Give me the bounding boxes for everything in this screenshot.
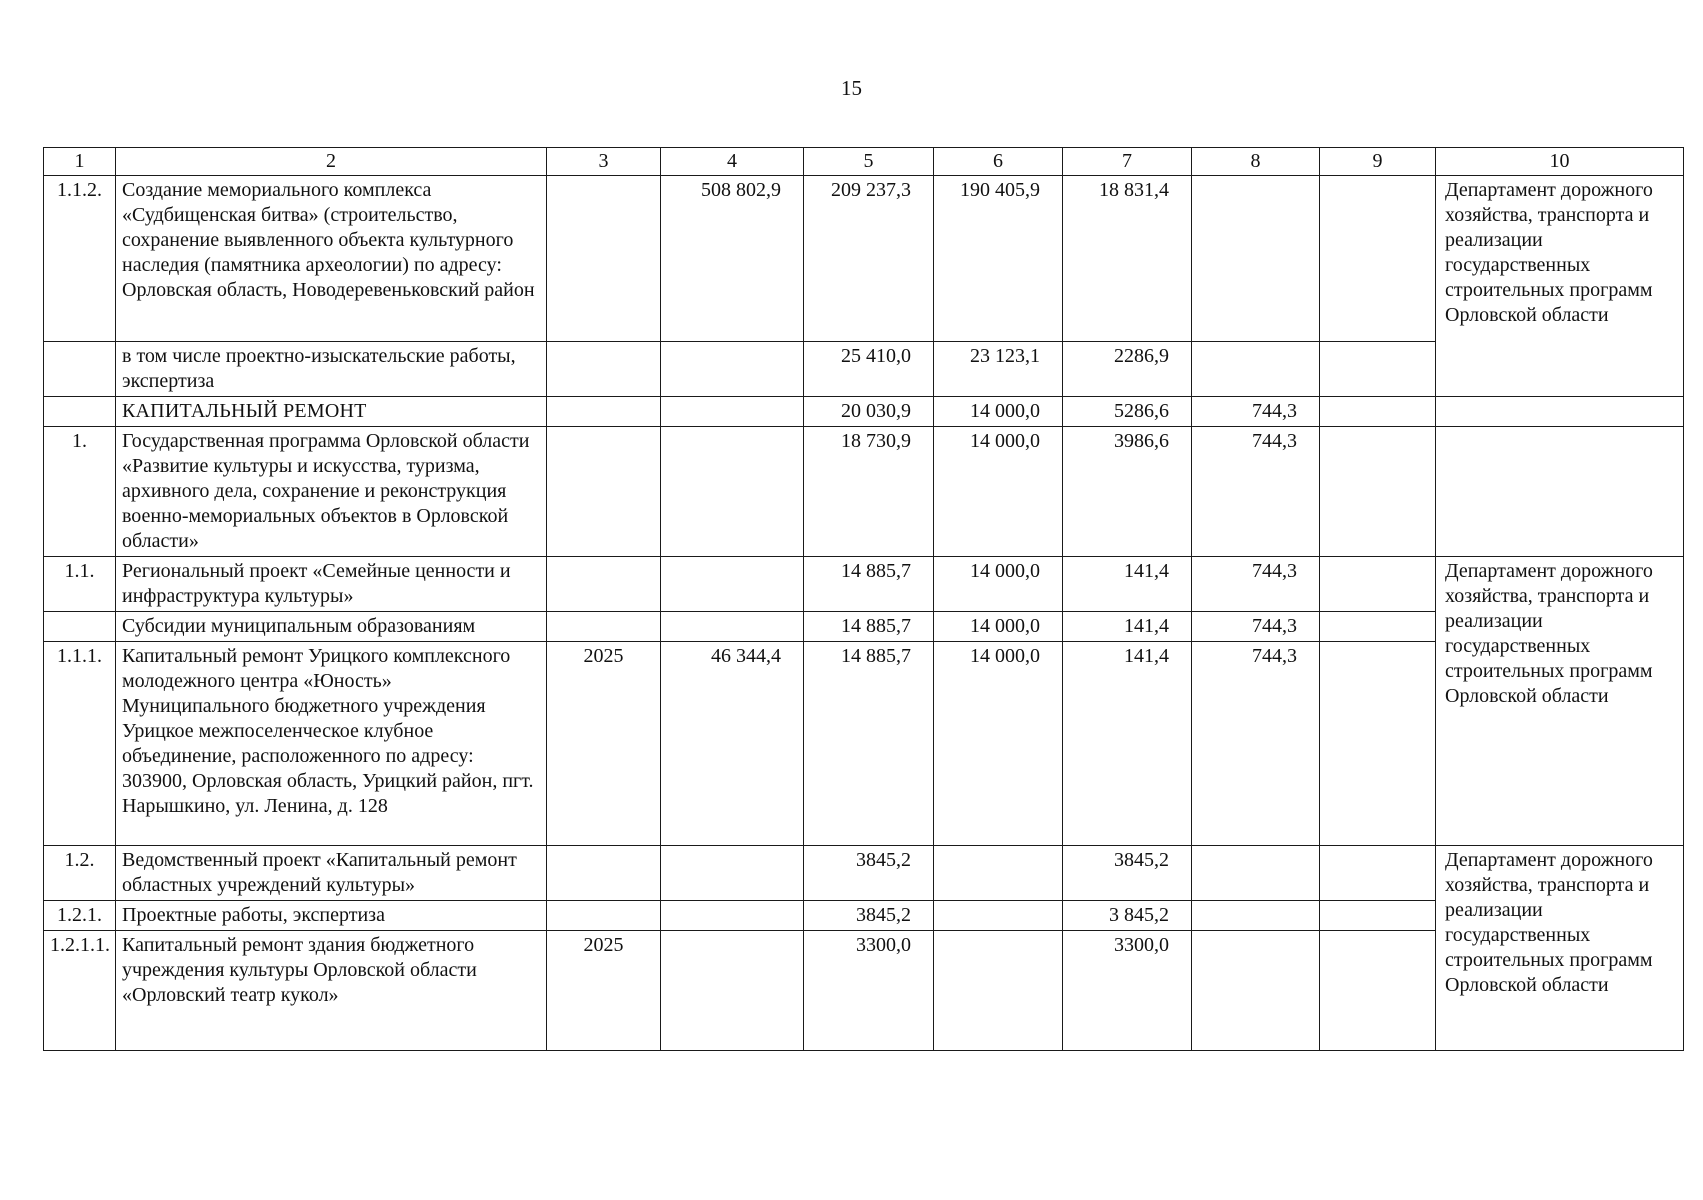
empty-cell bbox=[547, 612, 661, 642]
empty-cell bbox=[1320, 612, 1436, 642]
empty-cell bbox=[547, 397, 661, 427]
empty-cell bbox=[1320, 846, 1436, 901]
amount-regional: 141,4 bbox=[1063, 557, 1192, 612]
amount-total: 3845,2 bbox=[804, 901, 934, 931]
amount-regional: 141,4 bbox=[1063, 612, 1192, 642]
table-row bbox=[44, 846, 1684, 901]
amount-local: 744,3 bbox=[1192, 612, 1320, 642]
empty-cell bbox=[1436, 397, 1684, 427]
amount-regional: 141,4 bbox=[1063, 642, 1192, 846]
empty-cell bbox=[1320, 642, 1436, 846]
header-cell-1: 1 bbox=[44, 148, 116, 176]
amount-total: 3300,0 bbox=[804, 931, 934, 1051]
empty-cell bbox=[661, 342, 804, 397]
empty-cell bbox=[547, 342, 661, 397]
header-cell-9: 9 bbox=[1320, 148, 1436, 176]
cost-total: 508 802,9 bbox=[661, 176, 804, 342]
row-name: в том числе проектно-изыскательские работы, экспертиза bbox=[116, 342, 547, 397]
header-cell-5: 5 bbox=[804, 148, 934, 176]
empty-cell bbox=[1192, 342, 1320, 397]
amount-regional: 3986,6 bbox=[1063, 427, 1192, 557]
empty-cell bbox=[661, 846, 804, 901]
empty-cell bbox=[1436, 427, 1684, 557]
header-cell-6: 6 bbox=[934, 148, 1063, 176]
amount-regional: 18 831,4 bbox=[1063, 176, 1192, 342]
row-name: Капитальный ремонт здания бюджетного учреждения культуры Орловской области «Орловский театр кукол» bbox=[116, 931, 547, 1051]
amount-total: 3845,2 bbox=[804, 846, 934, 901]
empty-cell bbox=[661, 557, 804, 612]
empty-cell bbox=[44, 612, 116, 642]
empty-cell bbox=[661, 931, 804, 1051]
row-name: Проектные работы, экспертиза bbox=[116, 901, 547, 931]
empty-cell bbox=[1320, 342, 1436, 397]
row-name: Капитальный ремонт Урицкого комплексного молодежного центра «Юность» Муниципального бюджетного учреждения Урицкое межпоселенческое клубное объединение, расположенного по адресу: 303900, Орловская область, Урицкий район, пгт. Нарышкино, ул. Ленина, д. 128 bbox=[116, 642, 547, 846]
row-name: Создание мемориального комплекса «Судбищенская битва» (строительство, сохранение выявленного объекта культурного наследия (памятника археологии) по адресу: Орловская область, Новодеревеньковский район bbox=[116, 176, 547, 342]
budget-table bbox=[43, 147, 1684, 1051]
empty-cell bbox=[44, 342, 116, 397]
amount-regional: 3845,2 bbox=[1063, 846, 1192, 901]
page-number: 15 bbox=[841, 76, 862, 100]
header-cell-10: 10 bbox=[1436, 148, 1684, 176]
empty-cell bbox=[547, 427, 661, 557]
amount-total: 14 885,7 bbox=[804, 612, 934, 642]
amount-federal: 14 000,0 bbox=[934, 427, 1063, 557]
empty-cell bbox=[661, 612, 804, 642]
empty-cell bbox=[1320, 427, 1436, 557]
amount-federal: 14 000,0 bbox=[934, 397, 1063, 427]
row-number: 1.2.1. bbox=[44, 901, 116, 931]
header-row bbox=[44, 148, 1684, 176]
amount-federal: 14 000,0 bbox=[934, 642, 1063, 846]
amount-total: 209 237,3 bbox=[804, 176, 934, 342]
row-name: Государственная программа Орловской области «Развитие культуры и искусства, туризма, архивного дела, сохранение и реконструкция военно-мемориальных объектов в Орловской области» bbox=[116, 427, 547, 557]
empty-cell bbox=[1320, 176, 1436, 342]
section-row bbox=[44, 397, 1684, 427]
department-cell: Департамент дорожного хозяйства, транспорта и реализации государственных строительных программ Орловской области bbox=[1436, 176, 1684, 397]
amount-regional: 5286,6 bbox=[1063, 397, 1192, 427]
amount-total: 25 410,0 bbox=[804, 342, 934, 397]
row-number: 1.1.2. bbox=[44, 176, 116, 342]
amount-regional: 2286,9 bbox=[1063, 342, 1192, 397]
row-name: Субсидии муниципальным образованиям bbox=[116, 612, 547, 642]
empty-cell bbox=[1320, 397, 1436, 427]
empty-cell bbox=[1320, 557, 1436, 612]
empty-cell bbox=[547, 846, 661, 901]
header-cell-8: 8 bbox=[1192, 148, 1320, 176]
empty-cell bbox=[547, 176, 661, 342]
amount-total: 18 730,9 bbox=[804, 427, 934, 557]
row-number: 1.1.1. bbox=[44, 642, 116, 846]
empty-cell bbox=[1192, 901, 1320, 931]
cost-total: 46 344,4 bbox=[661, 642, 804, 846]
amount-regional: 3300,0 bbox=[1063, 931, 1192, 1051]
amount-federal: 190 405,9 bbox=[934, 176, 1063, 342]
row-number: 1.1. bbox=[44, 557, 116, 612]
empty-cell bbox=[1192, 176, 1320, 342]
amount-federal: 14 000,0 bbox=[934, 612, 1063, 642]
amount-local: 744,3 bbox=[1192, 427, 1320, 557]
row-name: Региональный проект «Семейные ценности и инфраструктура культуры» bbox=[116, 557, 547, 612]
empty-cell bbox=[1320, 931, 1436, 1051]
amount-total: 14 885,7 bbox=[804, 557, 934, 612]
amount-total: 14 885,7 bbox=[804, 642, 934, 846]
table-row bbox=[44, 427, 1684, 557]
row-number: 1.2.1.1. bbox=[44, 931, 116, 1051]
amount-federal: 23 123,1 bbox=[934, 342, 1063, 397]
department-cell: Департамент дорожного хозяйства, транспорта и реализации государственных строительных программ Орловской области bbox=[1436, 557, 1684, 846]
empty-cell bbox=[44, 397, 116, 427]
section-title: КАПИТАЛЬНЫЙ РЕМОНТ bbox=[116, 397, 547, 427]
amount-total: 20 030,9 bbox=[804, 397, 934, 427]
amount-local: 744,3 bbox=[1192, 397, 1320, 427]
row-number: 1.2. bbox=[44, 846, 116, 901]
empty-cell bbox=[1320, 901, 1436, 931]
empty-cell bbox=[934, 846, 1063, 901]
amount-local: 744,3 bbox=[1192, 557, 1320, 612]
row-number: 1. bbox=[44, 427, 116, 557]
empty-cell bbox=[934, 931, 1063, 1051]
empty-cell bbox=[1192, 931, 1320, 1051]
empty-cell bbox=[934, 901, 1063, 931]
table-row bbox=[44, 557, 1684, 612]
table-row bbox=[44, 176, 1684, 342]
amount-regional: 3 845,2 bbox=[1063, 901, 1192, 931]
header-cell-7: 7 bbox=[1063, 148, 1192, 176]
empty-cell bbox=[661, 901, 804, 931]
header-cell-2: 2 bbox=[116, 148, 547, 176]
empty-cell bbox=[1192, 846, 1320, 901]
row-name: Ведомственный проект «Капитальный ремонт областных учреждений культуры» bbox=[116, 846, 547, 901]
amount-federal: 14 000,0 bbox=[934, 557, 1063, 612]
year-cell: 2025 bbox=[547, 642, 661, 846]
empty-cell bbox=[547, 901, 661, 931]
empty-cell bbox=[661, 427, 804, 557]
header-cell-4: 4 bbox=[661, 148, 804, 176]
empty-cell bbox=[547, 557, 661, 612]
empty-cell bbox=[661, 397, 804, 427]
department-cell: Департамент дорожного хозяйства, транспорта и реализации государственных строительных программ Орловской области bbox=[1436, 846, 1684, 1051]
year-cell: 2025 bbox=[547, 931, 661, 1051]
amount-local: 744,3 bbox=[1192, 642, 1320, 846]
header-cell-3: 3 bbox=[547, 148, 661, 176]
